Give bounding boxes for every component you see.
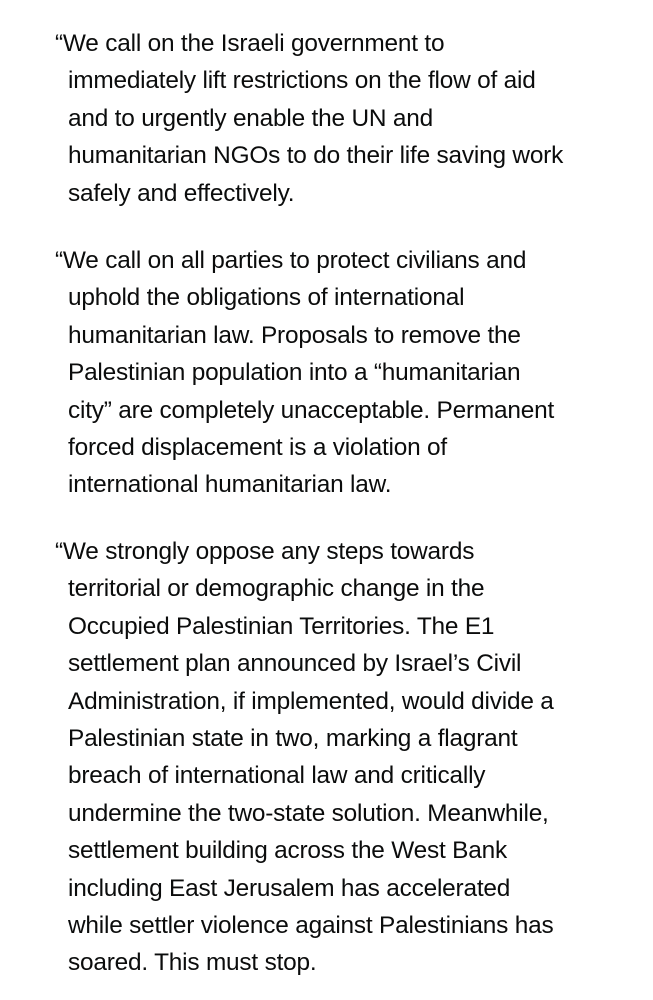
- text-line: while settler violence against Palestinians has: [68, 911, 554, 939]
- quote-paragraph-2: [55, 242, 645, 504]
- text-line: forced displacement is a violation of: [68, 433, 447, 461]
- text-line: Administration, if implemented, would divide a: [68, 687, 554, 715]
- text-line: and to urgently enable the UN and: [68, 104, 433, 132]
- text-line: breach of international law and critically: [68, 762, 486, 790]
- text-line: settlement building across the West Bank: [68, 837, 507, 865]
- text-line: humanitarian NGOs to do their life saving work: [68, 142, 564, 170]
- text-line: immediately lift restrictions on the flow of aid: [68, 67, 536, 95]
- text-line: settlement plan announced by Israel’s Civil: [68, 650, 522, 678]
- text-line: including East Jerusalem has accelerated: [68, 874, 511, 902]
- text-line: “We call on all parties to protect civilians and: [55, 247, 527, 274]
- text-line: undermine the two-state solution. Meanwhile,: [68, 799, 549, 827]
- text-line: uphold the obligations of international: [68, 284, 465, 312]
- quote-paragraph-3: [55, 533, 645, 982]
- text-line: safely and effectively.: [68, 179, 295, 207]
- text-line: Palestinian state in two, marking a flagrant: [68, 724, 518, 752]
- text-line: soared. This must stop.: [68, 949, 317, 977]
- text-line: “We call on the Israeli government to: [55, 30, 445, 57]
- text-line: Occupied Palestinian Territories. The E1: [68, 612, 495, 640]
- text-line: international humanitarian law.: [68, 471, 392, 499]
- text-line: territorial or demographic change in the: [68, 575, 485, 603]
- text-line: Palestinian population into a “humanitarian: [68, 359, 521, 387]
- quote-paragraph-1: [55, 25, 645, 212]
- text-line: “We strongly oppose any steps towards: [55, 538, 475, 565]
- text-line: humanitarian law. Proposals to remove the: [68, 321, 521, 349]
- text-line: city” are completely unacceptable. Permanent: [68, 396, 555, 424]
